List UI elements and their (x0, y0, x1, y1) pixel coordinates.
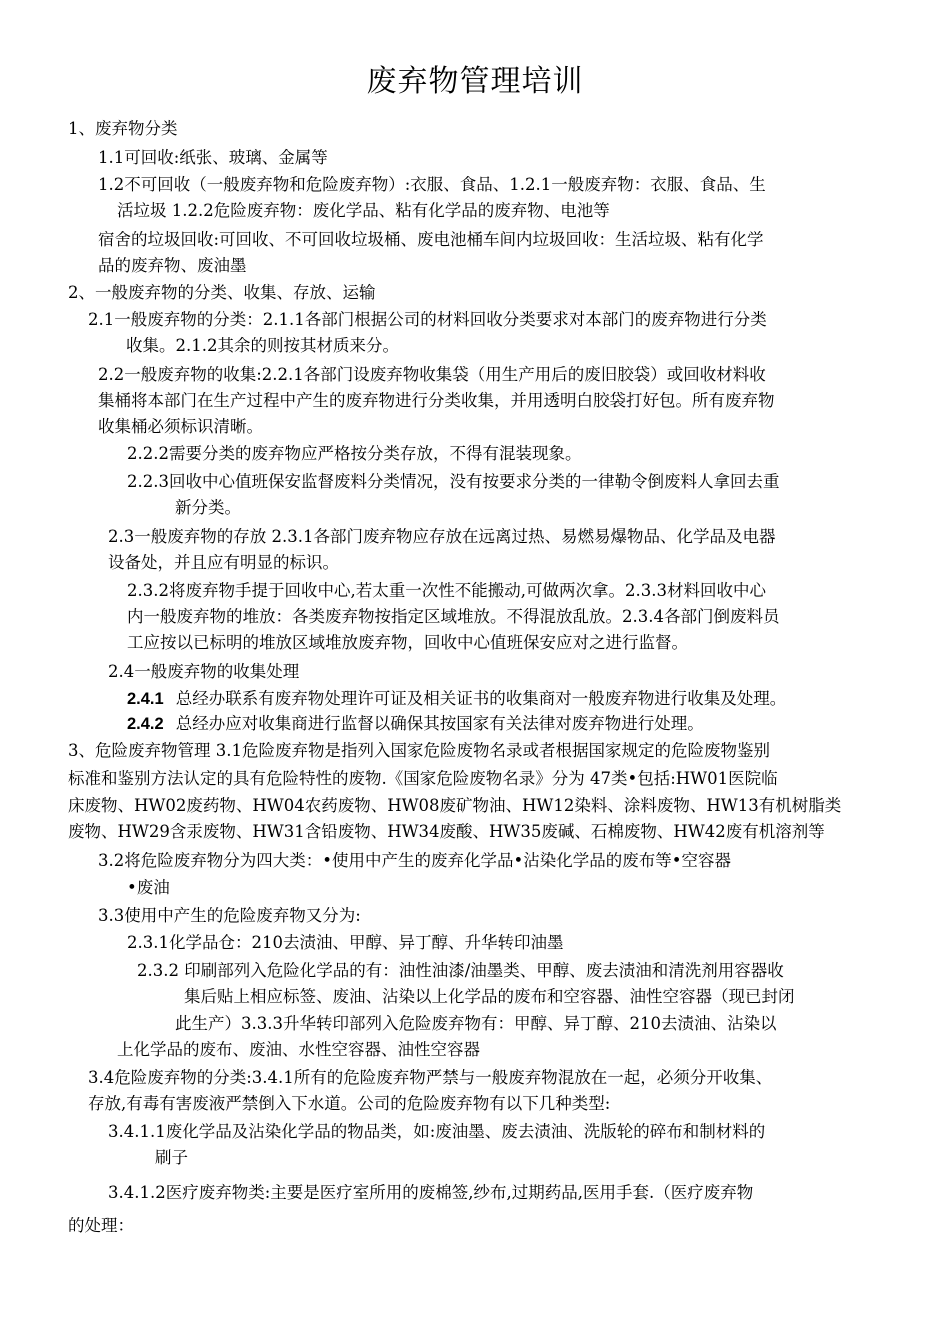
item-text: 总经办应对收集商进行监督以确保其按国家有关法律对废弃物进行处理。 (175, 714, 704, 733)
paragraph-3-1-cont-b: 床废物、HW02废药物、HW04农药废物、HW08废矿物油、HW12染料、涂料废物、HW13有机树脂类 (68, 796, 842, 815)
paragraph-2-3-2-cont-a: 内一般废弃物的堆放：各类废弃物按指定区域堆放。不得混放乱放。2.3.4各部门倒废料员 (127, 607, 780, 626)
paragraph-2-3: 2.3一般废弃物的存放 2.3.1各部门废弃物应存放在远离过热、易燃易爆物品、化学品及电器 (108, 527, 776, 546)
document-title: 废弃物管理培训 (366, 64, 584, 99)
paragraph-2-3-2-print-cont-a: 集后贴上相应标签、废油、沾染以上化学品的废布和空容器、油性空容器（现已封闭 (184, 987, 795, 1006)
heading-2: 2、一般废弃物的分类、收集、存放、运输 (68, 283, 376, 302)
paragraph-3-2-cont: •废油 (127, 878, 170, 897)
paragraph-2-3-2: 2.3.2将废弃物手提于回收中心,若太重一次性不能搬动,可做两次拿。2.3.3材料回收中心 (127, 581, 766, 600)
paragraph-2-3-2-print: 2.3.2 印刷部列入危险化学品的有：油性油漆/油墨类、甲醇、废去渍油和清洗剂用容器收 (137, 961, 784, 980)
paragraph-2-3-1-chem: 2.3.1化学品仓：210去渍油、甲醇、异丁醇、升华转印油墨 (127, 933, 564, 952)
paragraph-2-3-2-print-cont-c: 上化学品的废布、废油、水性空容器、油性空容器 (117, 1040, 480, 1059)
paragraph-1-1: 1.1可回收:纸张、玻璃、金属等 (98, 148, 328, 167)
paragraph-1-2: 1.2不可回收（一般废弃物和危险废弃物）:衣服、食品、1.2.1一般废弃物：衣服、食品、生 (98, 175, 766, 194)
paragraph-3-4-1-2-cont: 的处理： (68, 1216, 134, 1235)
paragraph-3-4-1-2: 3.4.1.2医疗废弃物类:主要是医疗室所用的废棉签,纱布,过期药品,医用手套.（医疗废弃物 (108, 1183, 754, 1202)
paragraph-2-2-cont-a: 集桶将本部门在生产过程中产生的废弃物进行分类收集，并用透明白胶袋打好包。所有废弃物 (98, 391, 775, 410)
paragraph-3-4: 3.4危险废弃物的分类:3.4.1所有的危险废弃物严禁与一般废弃物混放在一起，必须分开收集、 (88, 1068, 773, 1087)
paragraph-2-2-2: 2.2.2需要分类的废弃物应严格按分类存放，不得有混装现象。 (127, 444, 582, 463)
paragraph-2-2: 2.2一般废弃物的收集:2.2.1各部门设废弃物收集袋（用生产用后的废旧胶袋）或回收材料收 (98, 365, 766, 384)
paragraph-3-4-1-1-cont: 刷子 (155, 1148, 188, 1167)
paragraph-3-4-cont: 存放,有毒有害废液严禁倒入下水道。公司的危险废弃物有以下几种类型: (88, 1094, 611, 1113)
paragraph-2-1-cont: 收集。2.1.2其余的则按其材质来分。 (126, 336, 399, 355)
paragraph-2-2-3: 2.2.3回收中心值班保安监督废料分类情况，没有按要求分类的一律勒令倒废料人拿回去重 (127, 472, 780, 491)
paragraph-2-3-2-cont-b: 工应按以已标明的堆放区域堆放废弃物，回收中心值班保安应对之进行监督。 (127, 633, 688, 652)
paragraph-2-2-cont-b: 收集桶必须标识清晰。 (98, 417, 263, 436)
paragraph-2-3-cont: 设备处，并且应有明显的标识。 (108, 553, 339, 572)
paragraph-3-3: 3.3使用中产生的危险废弃物又分为: (98, 906, 361, 925)
paragraph-2-2-3-cont: 新分类。 (175, 498, 241, 517)
paragraph-2-4-1 (127, 686, 786, 712)
heading-1: 1、废弃物分类 (68, 119, 178, 138)
paragraph-dormitory-cont: 品的废弃物、废油墨 (98, 256, 247, 275)
item-number: 2.4.1 (127, 690, 164, 708)
paragraph-3-1-cont-c: 废物、HW29含汞废物、HW31含铅废物、HW34废酸、HW35废碱、石棉废物、HW42废有机溶剂等 (68, 822, 825, 841)
paragraph-2-3-2-print-cont-b: 此生产）3.3.3升华转印部列入危险废弃物有：甲醇、异丁醇、210去渍油、沾染以 (175, 1014, 777, 1033)
paragraph-3-4-1-1: 3.4.1.1废化学品及沾染化学品的物品类，如:废油墨、废去渍油、洗版轮的碎布和制材料的 (108, 1122, 766, 1141)
paragraph-3-1-cont-a: 标准和鉴别方法认定的具有危险特性的废物.《国家危险废物名录》分为 47类•包括:HW01医院临 (68, 769, 778, 788)
paragraph-2-1: 2.1一般废弃物的分类：2.1.1各部门根据公司的材料回收分类要求对本部门的废弃物进行分类 (88, 310, 767, 329)
item-number: 2.4.2 (127, 715, 164, 733)
paragraph-2-4: 2.4一般废弃物的收集处理 (108, 662, 300, 681)
paragraph-2-4-2 (127, 711, 704, 737)
item-text: 总经办联系有废弃物处理许可证及相关证书的收集商对一般废弃物进行收集及处理。 (175, 689, 787, 708)
paragraph-dormitory: 宿舍的垃圾回收:可回收、不可回收垃圾桶、废电池桶车间内垃圾回收：生活垃圾、粘有化学 (98, 230, 764, 249)
heading-3: 3、危险废弃物管理 3.1危险废弃物是指列入国家危险废物名录或者根据国家规定的危险废物鉴别 (68, 741, 770, 760)
paragraph-1-2-cont: 活垃圾 1.2.2危险废弃物：废化学品、粘有化学品的废弃物、电池等 (117, 201, 610, 220)
paragraph-3-2: 3.2将危险废弃物分为四大类：•使用中产生的废弃化学品•沾染化学品的废布等•空容器 (98, 851, 731, 870)
